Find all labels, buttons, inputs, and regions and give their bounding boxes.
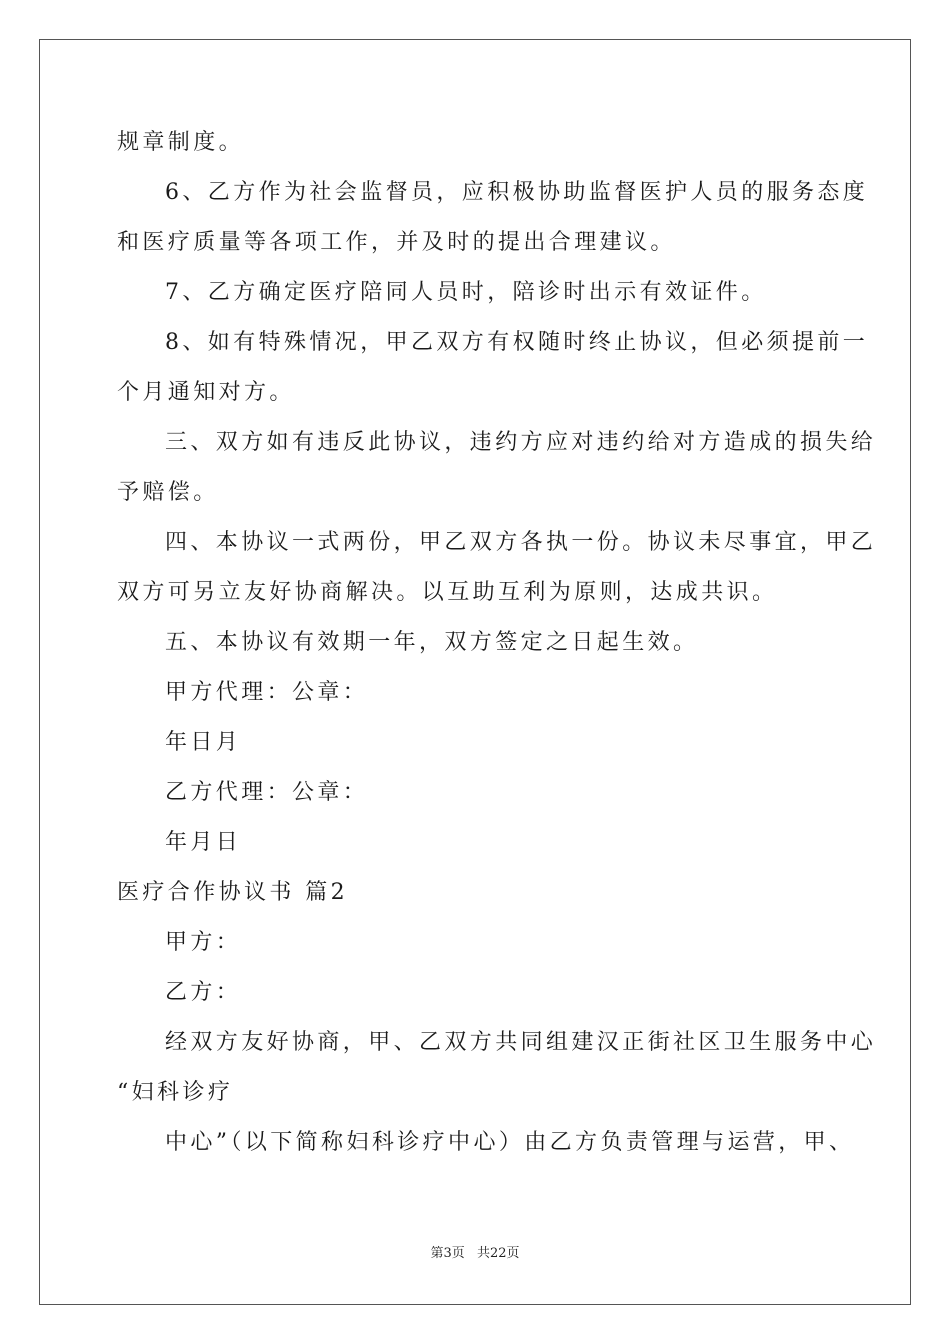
text-line: 经双方友好协商，甲、乙双方共同组建汉正街社区卫生服务中心 [165,1030,877,1055]
section-heading: 医疗合作协议书 篇2 [117,880,348,905]
text-line: “妇科诊疗 [117,1080,234,1105]
text-line: 双方可另立友好协商解决。以互助互利为原则，达成共识。 [117,580,778,605]
date-line: 年日月 [165,730,242,755]
text-line: 予赔偿。 [117,480,219,505]
page-number: 第3页 [430,1246,465,1261]
text-line: 四、本协议一式两份，甲乙双方各执一份。协议未尽事宜，甲乙 [165,530,877,555]
text-line: 规章制度。 [117,130,245,155]
text-line: 6、乙方作为社会监督员，应积极协助监督医护人员的服务态度 [165,180,869,205]
text-line: 和医疗质量等各项工作，并及时的提出合理建议。 [117,230,676,255]
text-line: 7、乙方确定医疗陪同人员时，陪诊时出示有效证件。 [165,280,767,305]
signature-line: 甲方代理：公章： [165,680,369,705]
signature-line: 乙方代理：公章： [165,780,369,805]
text-line: 中心”（以下简称妇科诊疗中心）由乙方负责管理与运营，甲、 [165,1130,855,1155]
party-a-line: 甲方： [165,930,242,955]
party-b-line: 乙方： [165,980,242,1005]
text-line: 五、本协议有效期一年，双方签定之日起生效。 [165,630,699,655]
date-line: 年月日 [165,830,242,855]
page-total: 共22页 [476,1246,520,1261]
text-line: 8、如有特殊情况，甲乙双方有权随时终止协议，但必须提前一 [165,330,869,355]
page-footer [0,1242,950,1261]
text-line: 三、双方如有违反此协议，违约方应对违约给对方造成的损失给 [165,430,877,455]
text-line: 个月通知对方。 [117,380,295,405]
